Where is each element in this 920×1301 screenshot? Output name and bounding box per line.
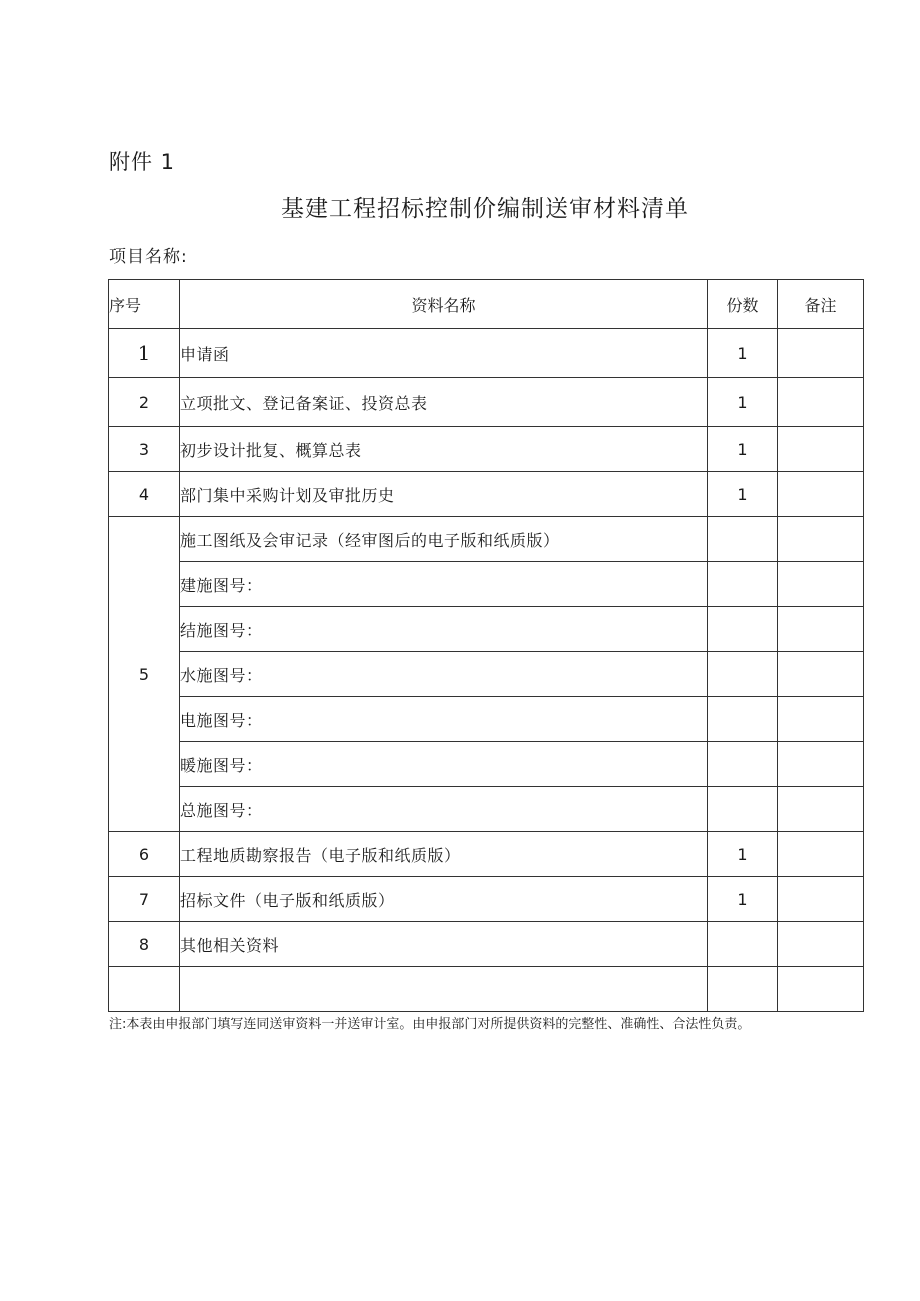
row-remark [778, 378, 864, 427]
row-copies: 1 [708, 329, 778, 378]
row-name: 招标文件（电子版和纸质版） [180, 877, 708, 922]
row-remark [778, 517, 864, 562]
table-row [109, 607, 864, 652]
header-remark: 备注 [778, 280, 864, 329]
table-row [109, 742, 864, 787]
row-name: 初步设计批复、概算总表 [180, 427, 708, 472]
row-copies [708, 517, 778, 562]
table-header-row [109, 280, 864, 329]
row-no: 4 [109, 472, 180, 517]
header-copies: 份数 [708, 280, 778, 329]
row-no: 3 [109, 427, 180, 472]
table-row [109, 562, 864, 607]
row-name: 立项批文、登记备案证、投资总表 [180, 378, 708, 427]
row-name: 水施图号： [180, 652, 708, 697]
table-row [109, 329, 864, 378]
header-name: 资料名称 [180, 280, 708, 329]
row-copies [708, 652, 778, 697]
row-remark [778, 607, 864, 652]
table-row [109, 427, 864, 472]
row-copies [708, 787, 778, 832]
row-no [109, 967, 180, 1012]
row-name: 部门集中采购计划及审批历史 [180, 472, 708, 517]
row-name [180, 967, 708, 1012]
table-row [109, 697, 864, 742]
table-row [109, 922, 864, 967]
row-no-merged: 5 [109, 517, 180, 832]
row-name: 结施图号： [180, 607, 708, 652]
table-row [109, 832, 864, 877]
table-row [109, 652, 864, 697]
project-name-label: 项目名称: [109, 247, 188, 267]
row-remark [778, 742, 864, 787]
row-remark [778, 922, 864, 967]
row-copies: 1 [708, 877, 778, 922]
materials-table [108, 279, 864, 1012]
attachment-label: 附件 1 [109, 150, 176, 174]
row-copies [708, 742, 778, 787]
row-remark [778, 967, 864, 1012]
row-remark [778, 652, 864, 697]
row-copies [708, 562, 778, 607]
row-copies: 1 [708, 427, 778, 472]
row-copies [708, 697, 778, 742]
row-no: 2 [109, 378, 180, 427]
row-remark [778, 697, 864, 742]
footnote: 注:本表由申报部门填写连同送审资料一并送审计室。由申报部门对所提供资料的完整性、准确性、合法性负责。 [109, 1017, 751, 1032]
table-row [109, 787, 864, 832]
row-name: 其他相关资料 [180, 922, 708, 967]
row-no: 1 [109, 329, 180, 378]
row-name: 总施图号： [180, 787, 708, 832]
table-row [109, 472, 864, 517]
row-remark [778, 427, 864, 472]
row-remark [778, 562, 864, 607]
header-no: 序号 [109, 280, 180, 329]
row-name: 暖施图号： [180, 742, 708, 787]
row-remark [778, 787, 864, 832]
table-row [109, 877, 864, 922]
row-remark [778, 832, 864, 877]
row-copies [708, 607, 778, 652]
table-row [109, 517, 864, 562]
row-copies [708, 922, 778, 967]
table-row [109, 378, 864, 427]
row-copies: 1 [708, 472, 778, 517]
row-no: 8 [109, 922, 180, 967]
row-remark [778, 877, 864, 922]
row-copies: 1 [708, 378, 778, 427]
row-name: 电施图号： [180, 697, 708, 742]
row-name: 工程地质勘察报告（电子版和纸质版） [180, 832, 708, 877]
document-title: 基建工程招标控制价编制送审材料清单 [281, 196, 689, 222]
row-no: 7 [109, 877, 180, 922]
row-no: 6 [109, 832, 180, 877]
row-remark [778, 329, 864, 378]
table-row-empty [109, 967, 864, 1012]
row-copies [708, 967, 778, 1012]
row-name: 施工图纸及会审记录（经审图后的电子版和纸质版） [180, 517, 708, 562]
row-name: 建施图号： [180, 562, 708, 607]
row-remark [778, 472, 864, 517]
row-copies: 1 [708, 832, 778, 877]
row-name: 申请函 [180, 329, 708, 378]
